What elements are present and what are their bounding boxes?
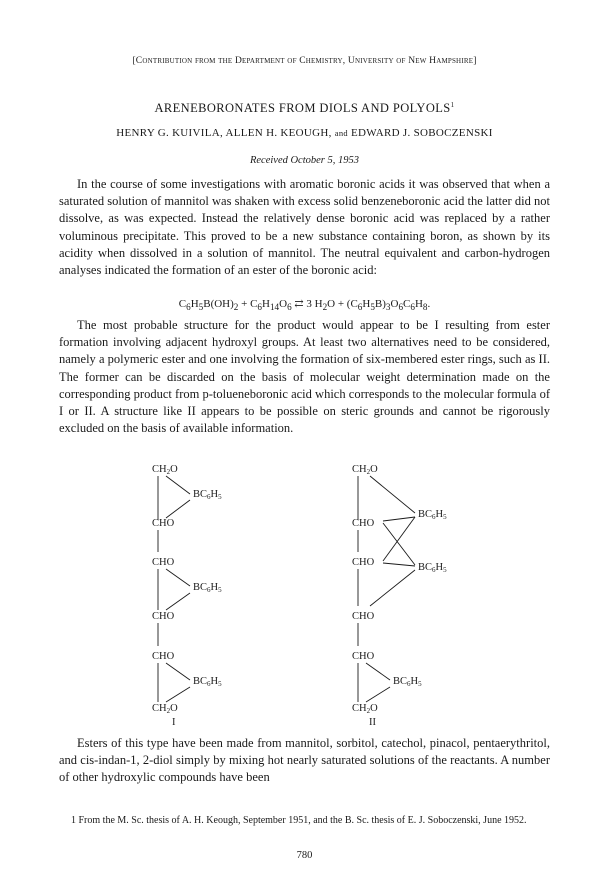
struct-I-label-8: BC6H5	[193, 676, 222, 688]
struct-II-label-5: BC6H5	[418, 562, 447, 574]
structure-I	[152, 464, 222, 728]
struct-II-label-6: CHO	[352, 611, 375, 622]
title-footnote-mark: 1	[450, 101, 455, 109]
page-number: 780	[296, 850, 313, 861]
struct-II-label-7: CHO	[352, 651, 375, 662]
struct-I-numeral: I	[172, 717, 176, 728]
struct-I-bond	[166, 593, 190, 610]
paragraph-2: The most probable structure for the product would appear to be I resulting from ester formation involving adjacent hydroxyl groups. At least two alternatives need to be considered, namely a polymeric ester and one involving the formation of six-membered ester rings, such as II. The former can be discarded on the basis of molecular weight determination made on the corresponding product from p-tolueneboronic acid which corresponds to the molecular formula of I or II. A structure like II appears to be possible on steric grounds and cannot be rigorously excluded on the basis of available information.	[59, 318, 550, 436]
paragraph-1: In the course of some investigations with aromatic boronic acids it was observed that when a saturated solution of mannitol was shaken with excess solid benzeneboronic acid the latter did not dissolve, as was expected. Instead the relatively dense boronic acid was replaced by a rather voluminous precipitate. This proved to be a new substance containing boron, as shown by its acidity when dissolved in a solution of mannitol. The neutral equivalent and carbon-hydrogen analyses indicated the formation of an ester of the boronic acid:	[59, 177, 550, 278]
struct-II-label-4: CHO	[352, 557, 375, 568]
struct-I-bond	[166, 500, 190, 518]
struct-I-bond	[166, 663, 190, 680]
struct-I-label-9: CH2O	[152, 703, 178, 715]
struct-II-bond	[366, 687, 390, 702]
struct-I-label-2: BC6H5	[193, 489, 222, 501]
reaction-equation: $C_6H_5B(OH)_2 + C_6H_{14}O_6$ ⇄ 3 $H_2O + (C_6H_5B)_3O_6C_6H_8$.	[178, 298, 431, 313]
struct-II-bond	[383, 563, 415, 566]
struct-I-label-1: CH2O	[152, 464, 178, 476]
struct-II-label-9: CH2O	[352, 703, 378, 715]
struct-I-label-4: CHO	[152, 557, 175, 568]
struct-II-label-3: CHO	[352, 518, 375, 529]
authors-part-2: EDWARD J. SOBOCZENSKI	[351, 127, 493, 139]
struct-II-bond	[383, 517, 415, 521]
struct-I-bond	[166, 476, 190, 494]
footnote: 1 From the M. Sc. thesis of A. H. Keough, September 1951, and the B. Sc. thesis of E. J. Soboczenski, June 1952.	[71, 815, 527, 826]
struct-I-label-5: BC6H5	[193, 582, 222, 594]
paragraph-3: Esters of this type have been made from mannitol, sorbitol, catechol, pinacol, pentaerythritol, and cis-indan-1, 2-diol simply by mixing hot nearly saturated solutions of the reactants. A number of other hydroxylic compounds have been	[59, 736, 550, 785]
struct-I-bond	[166, 569, 190, 586]
struct-I-bond	[166, 687, 190, 702]
authors-and: and	[334, 128, 348, 138]
struct-II-bond	[370, 476, 415, 513]
struct-II-bond	[366, 663, 390, 680]
struct-II-numeral: II	[369, 717, 376, 728]
struct-II-label-8: BC6H5	[393, 676, 422, 688]
authors-part-1: HENRY G. KUIVILA, ALLEN H. KEOUGH,	[116, 127, 332, 139]
contribution-line: [Contribution from the Department of Chemistry, University of New Hampshire]	[132, 56, 477, 66]
struct-I-label-7: CHO	[152, 651, 175, 662]
struct-II-bond	[383, 517, 415, 561]
struct-I-label-3: CHO	[152, 518, 175, 529]
struct-I-label-6: CHO	[152, 611, 175, 622]
title-text: ARENEBORONATES FROM DIOLS AND POLYOLS	[154, 101, 451, 116]
struct-II-bond	[383, 523, 415, 565]
struct-II-label-1: CH2O	[352, 464, 378, 476]
struct-II-bond	[370, 570, 415, 606]
structure-II	[352, 464, 447, 728]
struct-II-label-2: BC6H5	[418, 509, 447, 521]
received-date: Received October 5, 1953	[249, 155, 360, 166]
